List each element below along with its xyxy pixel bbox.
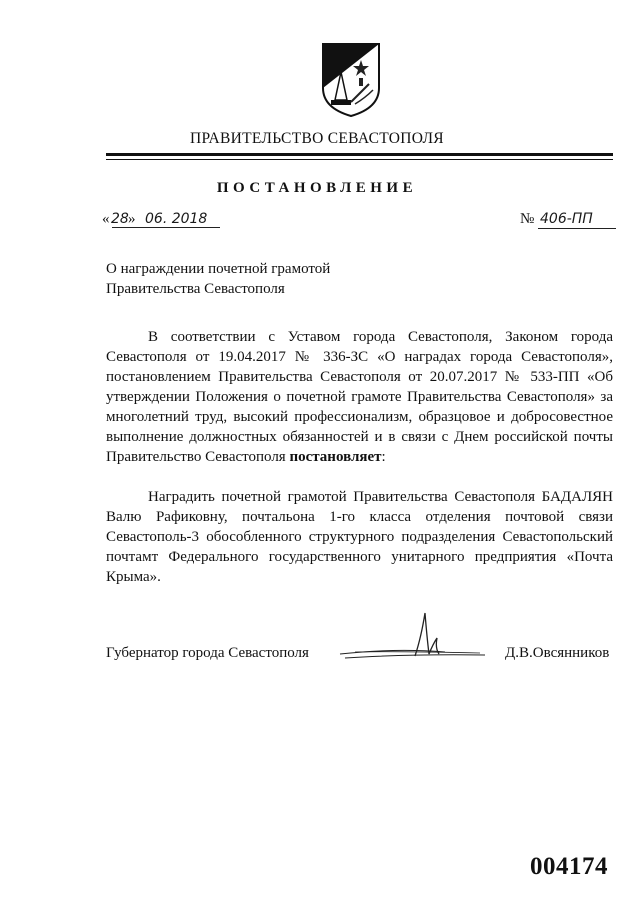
- document-subject: [106, 259, 446, 299]
- date-month-year: 06. 2018: [145, 211, 208, 227]
- preamble-paragraph: [106, 327, 613, 467]
- subject-line-2: Правительства Севастополя: [106, 281, 285, 297]
- date-underline: [112, 227, 220, 228]
- resolves-word: постановляет: [289, 449, 382, 465]
- signature-icon: [335, 608, 495, 668]
- subject-line-1: О награждении почетной грамотой: [106, 261, 331, 277]
- preamble-text: В соответствии с Уставом города Севастополя, Законом города Севастополя от 19.04.2017 № 336-ЗС «О наградах города Севастополя», постановлением Правительства Севастополя от 20.07.2017 № 533-ПП «Об утверждении Положения о почетной грамоте Правительства Севастополя» за многолетний труд, высокий профессионализм, образцовое и добросовестное выполнение должностных обязанностей и в связи с Днем российской почты Правительство Севастополя: [106, 329, 613, 465]
- signer-title: Губернатор города Севастополя: [106, 645, 309, 661]
- date-quote-open: «: [102, 211, 110, 227]
- header-rule-thick: [106, 153, 613, 156]
- date-day: 28: [111, 211, 129, 227]
- number-value: 406-ПП: [540, 211, 593, 227]
- serial-number: 004174: [530, 853, 608, 880]
- document-type: ПОСТАНОВЛЕНИЕ: [216, 180, 418, 196]
- header-rule-thin: [106, 159, 613, 160]
- award-paragraph: Наградить почетной грамотой Правительства Севастополя БАДАЛЯН Валю Рафиковну, почтальона 1-го класса отделения почтовой связи Севастополь-3 обособленного структурного подразделения Севастопольский почтамт Федерального государственного унитарного предприятия «Почта Крыма».: [106, 489, 613, 585]
- signer-name: Д.В.Овсянников: [505, 645, 610, 661]
- coat-of-arms-icon: [321, 42, 381, 118]
- preamble-colon: :: [381, 449, 386, 465]
- date-quote-close: »: [128, 211, 136, 227]
- government-title: ПРАВИТЕЛЬСТВО СЕВАСТОПОЛЯ: [190, 130, 444, 147]
- number-sign: №: [520, 211, 535, 227]
- number-underline: [538, 228, 616, 229]
